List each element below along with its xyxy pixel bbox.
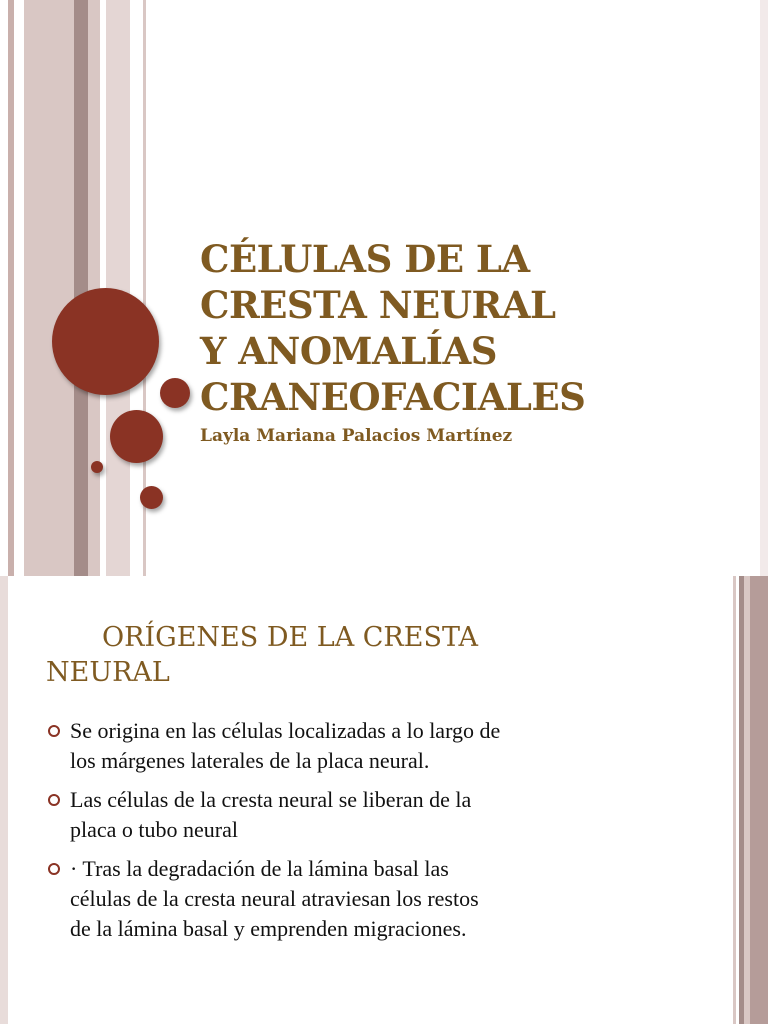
decorative-stripe xyxy=(0,576,8,1024)
title-line: CRANEOFACIALES xyxy=(200,375,586,419)
list-item xyxy=(46,785,686,845)
bullet-circle-icon xyxy=(48,725,60,737)
bullet-text: Las células de la cresta neural se liberan de la xyxy=(70,787,472,812)
content-slide xyxy=(0,576,768,1024)
bullet-circle-icon xyxy=(48,794,60,806)
decorative-circle xyxy=(91,461,103,473)
decorative-circle xyxy=(140,486,163,509)
decorative-stripe xyxy=(733,576,736,1024)
slide-title xyxy=(200,236,660,420)
decorative-circle xyxy=(110,410,163,463)
decorative-circle xyxy=(52,288,159,395)
heading-line: ORÍGENES DE LA CRESTA xyxy=(102,622,478,653)
bullet-text: placa o tubo neural xyxy=(70,817,238,842)
title-line: CÉLULAS DE LA xyxy=(200,237,530,281)
bullet-text: células de la cresta neural atraviesan los restos xyxy=(70,886,479,911)
heading-line: NEURAL xyxy=(46,657,170,688)
decorative-stripe xyxy=(24,0,74,576)
bullet-text: Se origina en las células localizadas a lo largo de xyxy=(70,718,501,743)
slide-heading xyxy=(46,620,666,690)
bullet-list xyxy=(46,716,686,953)
decorative-circle xyxy=(160,378,190,408)
bullet-text: los márgenes laterales de la placa neural. xyxy=(70,748,430,773)
decorative-stripe xyxy=(750,576,768,1024)
title-line: CRESTA NEURAL xyxy=(200,283,556,327)
bullet-text: de la lámina basal y emprenden migraciones. xyxy=(70,916,467,941)
bullet-circle-icon xyxy=(48,863,60,875)
list-item xyxy=(46,854,686,944)
author-subtitle: Layla Mariana Palacios Martínez xyxy=(200,426,513,446)
title-line: Y ANOMALÍAS xyxy=(200,329,497,373)
decorative-stripe xyxy=(8,0,14,576)
list-item xyxy=(46,716,686,776)
bullet-text: · Tras la degradación de la lámina basal las xyxy=(70,856,449,881)
decorative-stripe xyxy=(74,0,88,576)
decorative-stripe xyxy=(760,0,768,576)
